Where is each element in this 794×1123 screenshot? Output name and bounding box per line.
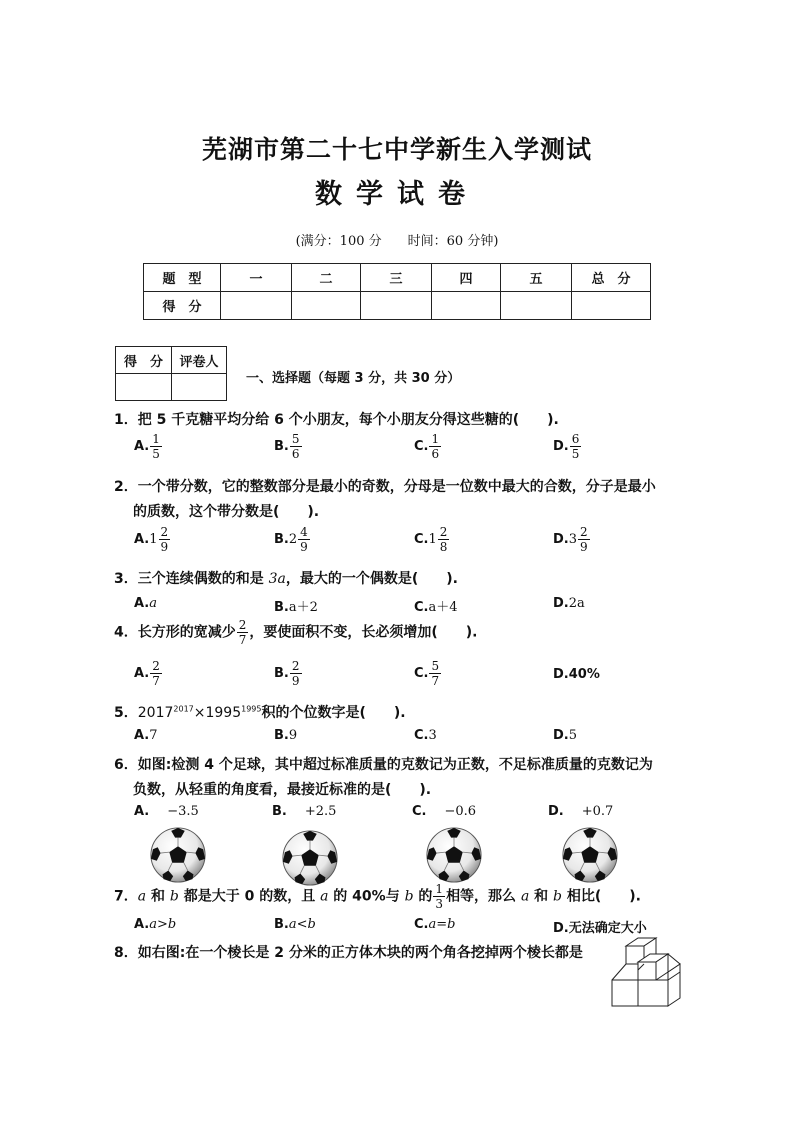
soccer-ball-icon bbox=[281, 829, 339, 887]
score-table-header-row bbox=[144, 264, 651, 292]
q7-option-b[interactable]: B.a<b bbox=[274, 917, 316, 932]
score-cell-total: 总 分 bbox=[572, 264, 651, 292]
exam-info bbox=[0, 230, 794, 249]
question-5: 5．$2017^{2017}\times 1995^{1995}$积的个位数字是( ). bbox=[114, 704, 406, 721]
q3-option-d[interactable]: D.2a bbox=[553, 596, 585, 611]
full-score: (满分：100 分 bbox=[295, 234, 382, 249]
q6-option-d[interactable]: D. +0.7 bbox=[548, 804, 614, 819]
score-cell-4: 四 bbox=[432, 264, 501, 292]
grader-box bbox=[115, 346, 227, 401]
q5-option-b[interactable]: B.9 bbox=[274, 728, 298, 743]
score-entry[interactable] bbox=[572, 292, 651, 320]
grader-name-entry[interactable] bbox=[172, 374, 227, 401]
q1-option-d[interactable]: D. $\frac{6}{5}$ bbox=[553, 432, 580, 461]
q4-option-a[interactable]: A. $\frac{2}{7}$ bbox=[134, 659, 160, 688]
soccer-ball-icon bbox=[149, 826, 207, 884]
q7-option-a[interactable]: A.a>b bbox=[134, 917, 177, 932]
q5-option-c[interactable]: C.3 bbox=[414, 728, 437, 743]
score-entry[interactable] bbox=[292, 292, 361, 320]
soccer-ball-icon bbox=[561, 826, 619, 884]
score-entry[interactable] bbox=[361, 292, 432, 320]
soccer-ball-icon bbox=[425, 826, 483, 884]
time-limit: 时间：60 分钟) bbox=[407, 234, 499, 249]
score-table-score-row bbox=[144, 292, 651, 320]
score-row-label: 得 分 bbox=[144, 292, 221, 320]
score-cell-3: 三 bbox=[361, 264, 432, 292]
grader-score-label: 得 分 bbox=[116, 347, 172, 374]
q1-option-c[interactable]: C. $\frac{1}{6}$ bbox=[414, 432, 440, 461]
question-7: 7．a 和 b 都是大于 0 的数，且 a 的 40%与 b 的 $\frac{1}{3}$ 相等，那么 a 和 b 相比( ). bbox=[114, 882, 642, 911]
q5-option-a[interactable]: A.7 bbox=[134, 728, 158, 743]
section-title: 一、选择题（每题 3 分，共 30 分） bbox=[246, 371, 461, 386]
question-4: 4．长方形的宽减少 $\frac{2}{7}$ ，要使面积不变，长必须增加( ). bbox=[114, 618, 478, 647]
score-table bbox=[143, 263, 651, 320]
grader-label: 评卷人 bbox=[172, 347, 227, 374]
question-3: 3．三个连续偶数的和是 3a，最大的一个偶数是( ). bbox=[114, 571, 459, 587]
q6-option-b[interactable]: B. +2.5 bbox=[272, 804, 337, 819]
q2-option-b[interactable]: B. 2 $\frac{4}{9}$ bbox=[274, 525, 308, 554]
score-cell-type-label: 题 型 bbox=[144, 264, 221, 292]
q4-option-b[interactable]: B. $\frac{2}{9}$ bbox=[274, 659, 300, 688]
score-entry[interactable] bbox=[221, 292, 292, 320]
q7-option-d[interactable]: D.无法确定大小 bbox=[553, 921, 647, 936]
q4-option-c[interactable]: C. $\frac{5}{7}$ bbox=[414, 659, 440, 688]
q6-option-a[interactable]: A. −3.5 bbox=[134, 804, 199, 819]
school-title: 芜湖市第二十七中学新生入学测试 bbox=[201, 135, 592, 164]
q6-option-c[interactable]: C. −0.6 bbox=[412, 804, 477, 819]
q3-option-a[interactable]: A.a bbox=[134, 596, 158, 611]
q4-option-d[interactable]: D.40% bbox=[553, 667, 600, 682]
q1-option-a[interactable]: A. $\frac{1}{5}$ bbox=[134, 432, 160, 461]
q1-option-b[interactable]: B. $\frac{5}{6}$ bbox=[274, 432, 300, 461]
question-2-line-1: 2．一个带分数，它的整数部分是最小的奇数，分母是一位数中最大的合数，分子是最小 bbox=[114, 479, 656, 495]
question-8: 8．如右图:在一个棱长是 2 分米的正方体木块的两个角各挖掉两个棱长都是 bbox=[114, 945, 583, 961]
score-cell-2: 二 bbox=[292, 264, 361, 292]
score-entry[interactable] bbox=[432, 292, 501, 320]
q7-option-c[interactable]: C.a=b bbox=[414, 917, 456, 932]
score-cell-1: 一 bbox=[221, 264, 292, 292]
q2-option-c[interactable]: C. 1 $\frac{2}{8}$ bbox=[414, 525, 448, 554]
score-entry[interactable] bbox=[501, 292, 572, 320]
grader-score-entry[interactable] bbox=[116, 374, 172, 401]
question-2-line-2: 的质数，这个带分数是( ). bbox=[133, 504, 320, 520]
q5-option-d[interactable]: D.5 bbox=[553, 728, 578, 743]
q2-option-a[interactable]: A. 1 $\frac{2}{9}$ bbox=[134, 525, 169, 554]
question-6-line-1: 6．如图:检测 4 个足球，其中超过标准质量的克数记为正数，不足标准质量的克数记为 bbox=[114, 757, 653, 773]
question-1: 1．把 5 千克糖平均分给 6 个小朋友，每个小朋友分得这些糖的( ). bbox=[114, 412, 559, 428]
paper-title: 数学试卷 bbox=[315, 179, 479, 210]
q3-option-b[interactable]: B.a＋2 bbox=[274, 600, 318, 615]
q3-option-c[interactable]: C.a＋4 bbox=[414, 600, 458, 615]
score-cell-5: 五 bbox=[501, 264, 572, 292]
question-6-line-2: 负数，从轻重的角度看，最接近标准的是( ). bbox=[133, 782, 432, 798]
cube-stack-icon bbox=[608, 936, 688, 1010]
q2-option-d[interactable]: D. 3 $\frac{2}{9}$ bbox=[553, 525, 588, 554]
